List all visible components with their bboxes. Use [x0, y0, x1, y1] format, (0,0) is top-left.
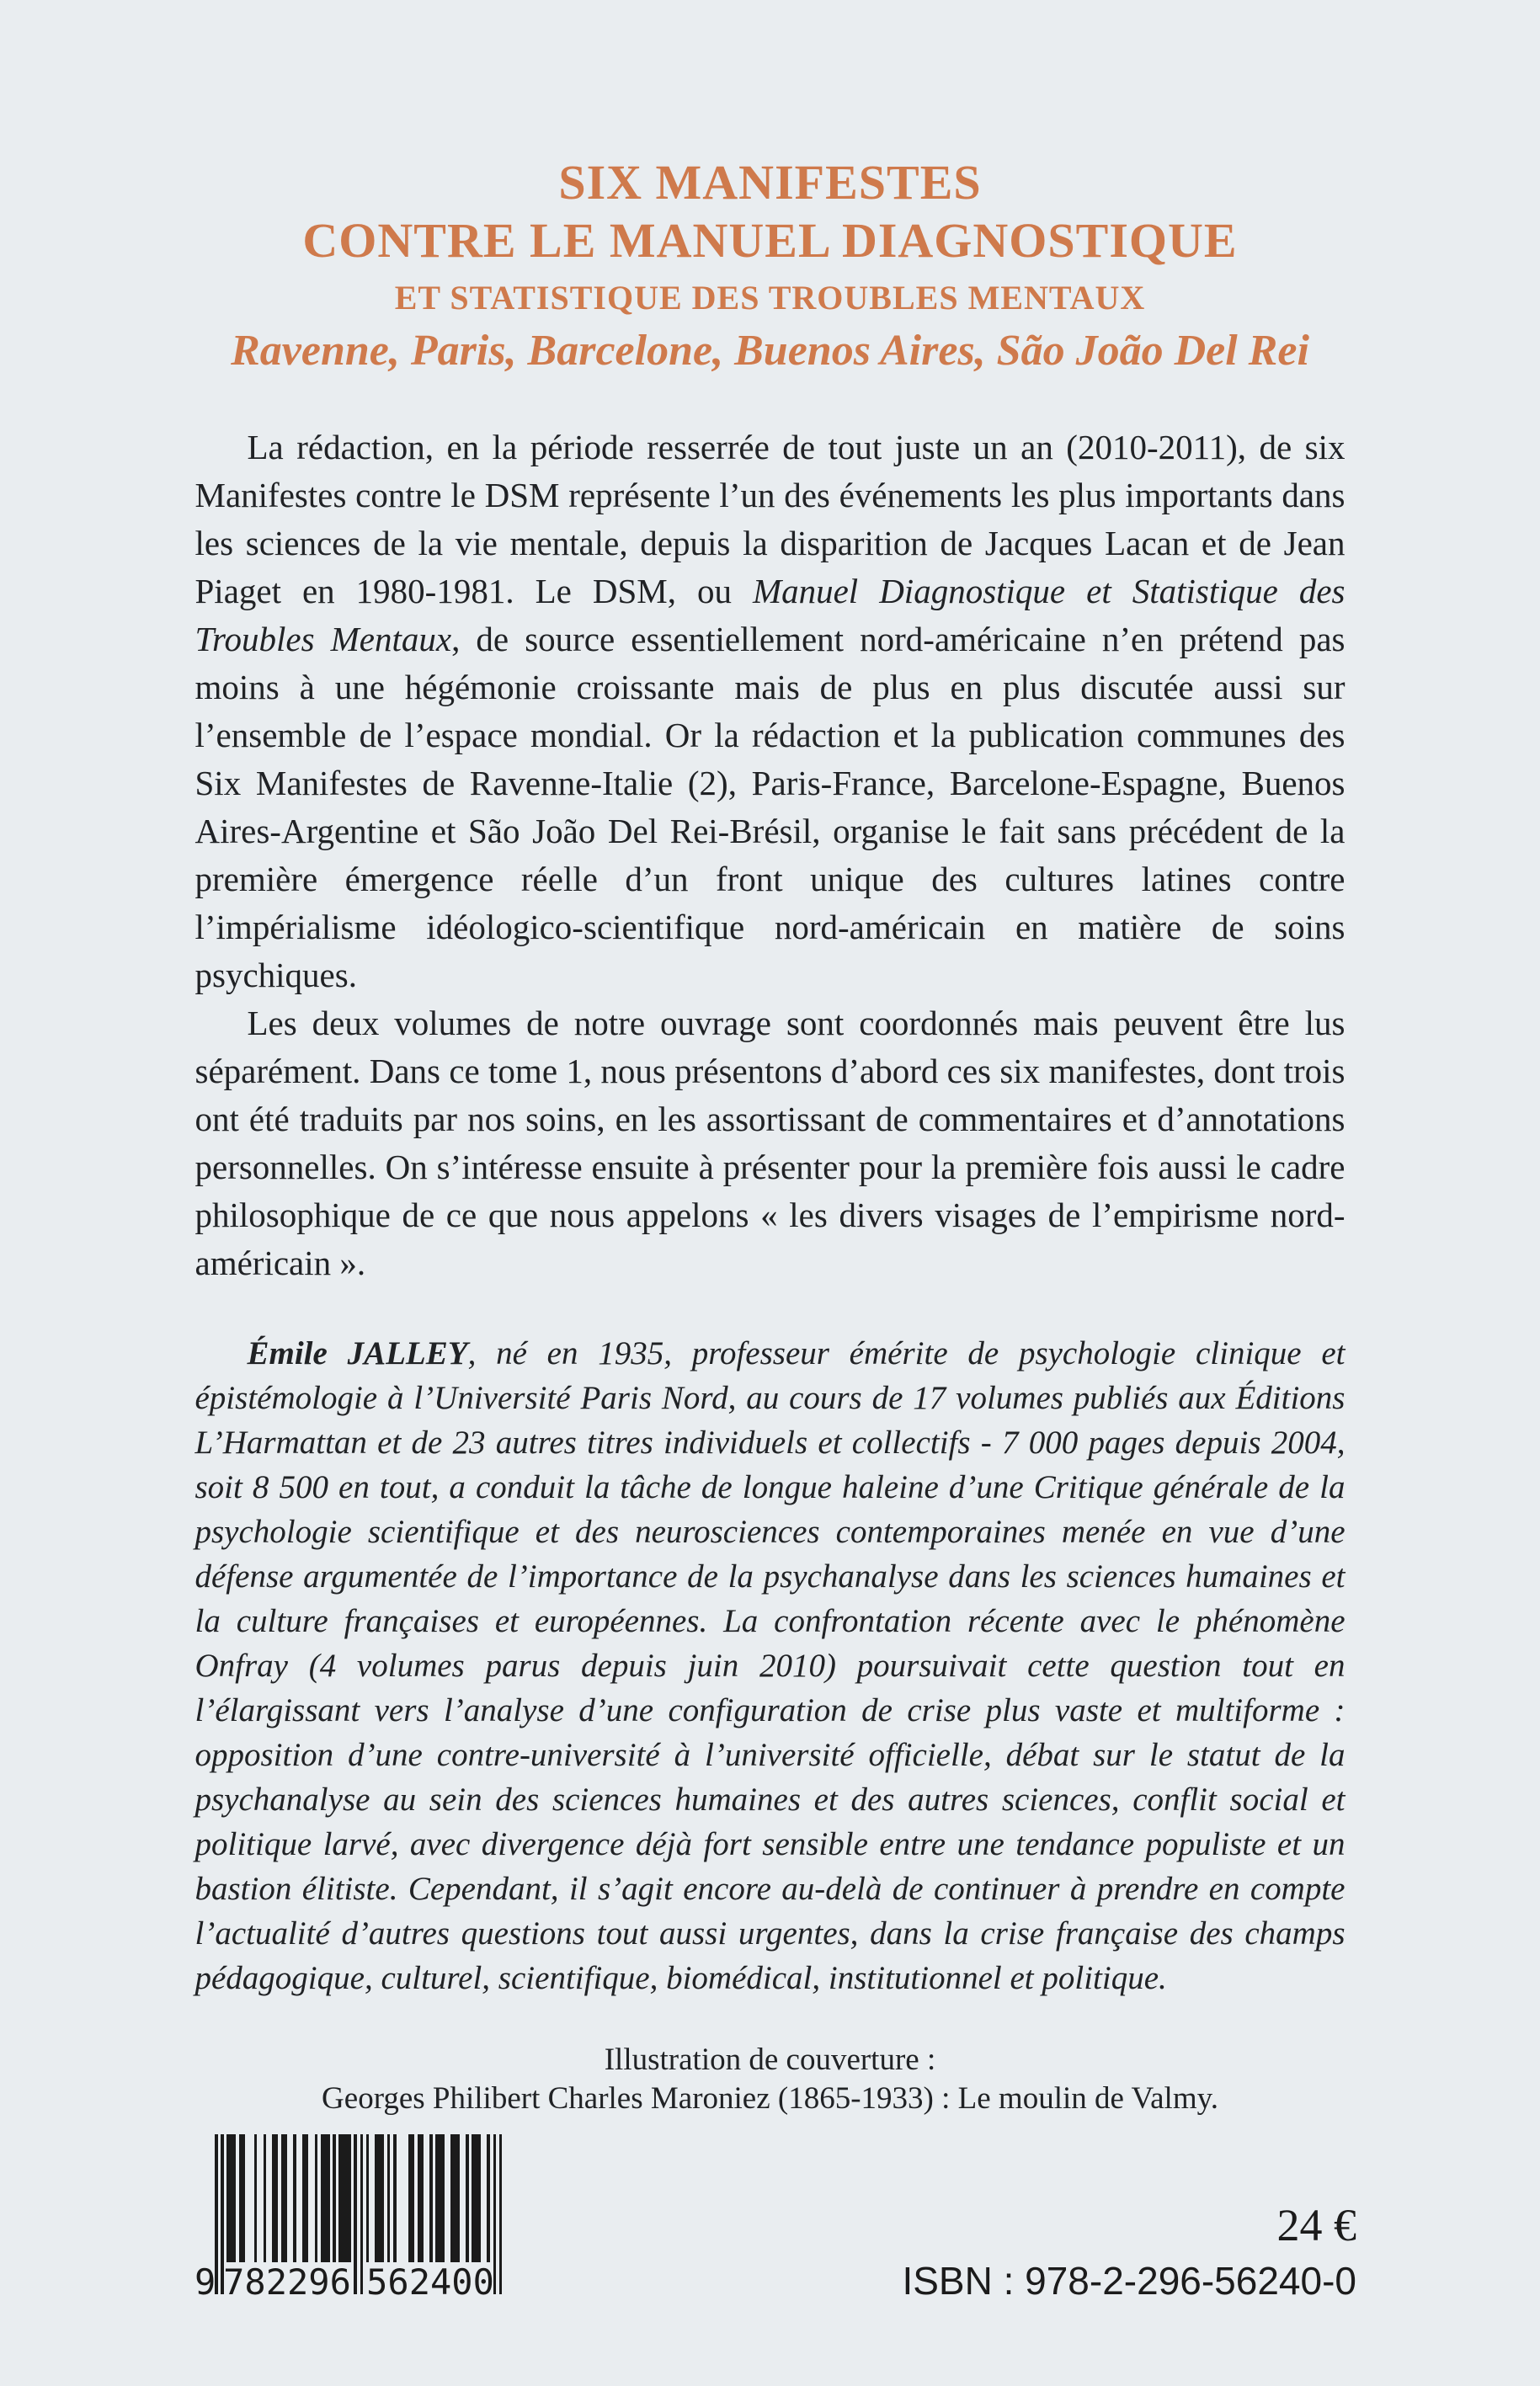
price: 24 €: [1276, 2200, 1356, 2250]
credit-label: Illustration de couverture :: [604, 2042, 936, 2077]
illustration-credit: [195, 2041, 1346, 2118]
text-segment: Manuel Diagnostique et Statistique des Troubles Mentaux: [194, 572, 1346, 658]
title-block: [195, 0, 1346, 377]
barcode-digits-right-group: 562400: [366, 2261, 494, 2303]
body-paragraphs: [195, 423, 1346, 2000]
paragraph: [195, 999, 1346, 1287]
credit-artist: Georges Philibert Charles Maroniez (1865-1933) : Le moulin de Valmy.: [322, 2081, 1218, 2116]
title-subtitle-cities: Ravenne, Paris, Barcelone, Buenos Aires, São João Del Rei: [231, 327, 1309, 375]
content-column: [195, 0, 1346, 2118]
barcode-digits: [194, 2262, 503, 2303]
price-isbn-block: [902, 2200, 1356, 2303]
paragraph: [195, 423, 1346, 999]
barcode-digit-leading: 9: [194, 2261, 216, 2303]
ean13-barcode: [194, 2134, 503, 2303]
isbn: ISBN : 978-2-296-56240-0: [902, 2259, 1356, 2303]
title-line-1: SIX MANIFESTES: [558, 155, 982, 210]
title-line-2: CONTRE LE MANUEL DIAGNOSTIQUE: [302, 213, 1238, 268]
text-segment: La rédaction, en la période resserrée de tout juste un an (2010-2011), de six Manifestes contre le DSM représente l’un des événements les plus importants dans les sciences de la vie mentale, depuis la disparition de Jacques Lacan et de Jean Piaget en 1980-1981. Le DSM, ou: [194, 428, 1346, 610]
text-segment: Les deux volumes de notre ouvrage sont coordonnés mais peuvent être lus séparément. Dans ce tome 1, nous présentons d’abord ces six manifestes, dont trois ont été traduits par nos soins, en les assortissant de commentaires et d’annotations personnelles. On s’intéresse ensuite à présenter pour la première fois aussi le cadre philosophique de ce que nous appelons « les divers visages de l’empirisme nord-américain ».: [194, 1004, 1346, 1282]
barcode-digits-left-group: 782296: [223, 2261, 351, 2303]
text-segment: Émile JALLEY: [247, 1335, 468, 1371]
text-segment: , de source essentiellement nord-américaine n’en prétend pas moins à une hégémonie croissante mais de plus en plus discutée aussi sur l’ensemble de l’espace mondial. Or la rédaction et la publication communes des Six Manifestes de Ravenne-Italie (2), Paris-France, Barcelone-Espagne, Buenos Aires-Argentine et São João Del Rei-Brésil, organise le fait sans précédent de la première émergence réelle d’un front unique des cultures latines contre l’impérialisme idéologico-scientifique nord-américain en matière de soins psychiques.: [194, 620, 1346, 994]
title-line-3: ET STATISTIQUE DES TROUBLES MENTAUX: [394, 279, 1146, 317]
footer: [194, 2134, 1356, 2303]
paragraph: [195, 1331, 1346, 2000]
text-segment: , né en 1935, professeur émérite de psychologie clinique et épistémologie à l’Université Paris Nord, au cours de 17 volumes publiés aux Éditions L’Harmattan et de 23 autres titres individuels et collectifs - 7 000 pages depuis 2004, soit 8 500 en tout, a conduit la tâche de longue haleine d’une Critique générale de la psychologie scientifique et des neurosciences contemporaines menée en vue d’une défense argumentée de l’importance de la psychanalyse dans les sciences humaines et la culture françaises et européennes. La confrontation récente avec le phénomène Onfray (4 volumes parus depuis juin 2010) poursuivait cette question tout en l’élargissant vers l’analyse d’une configuration de crise plus vaste et multiforme : opposition d’une contre-université à l’université officielle, débat sur le statut de la psychanalyse au sein des sciences humaines et des autres sciences, conflit social et politique larvé, avec divergence déjà fort sensible entre une tendance populiste et un bastion élitiste. Cependant, il s’agit encore au-delà de continuer à prendre en compte l’actualité d’autres questions tout aussi urgentes, dans la crise française des champs pédagogique, culturel, scientifique, biomédical, institutionnel et politique.: [194, 1335, 1346, 1996]
